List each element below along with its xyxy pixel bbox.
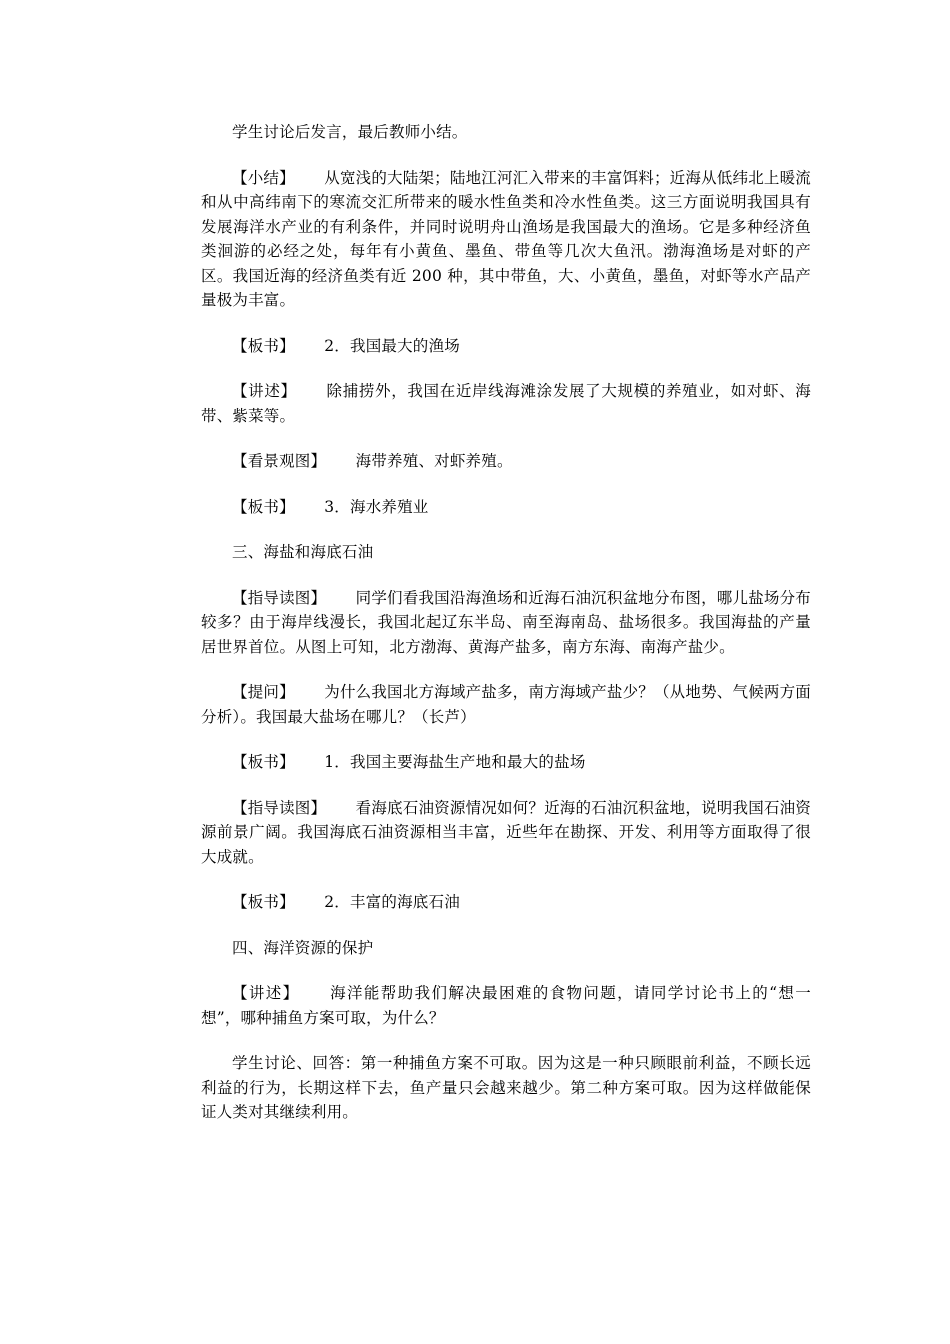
paragraph-summary: 【小结】 从宽浅的大陆架；陆地江河汇入带来的丰富饵料；近海从低纬北上暖流和从中高纬南下的寒流交汇所带来的暖水性鱼类和冷水性鱼类。这三方面说明我国具有发展海洋水产业的有利条件，并同时说明舟山渔场是我国最大的渔场。它是多种经济鱼类洄游的必经之处，每年有小黄鱼、墨鱼、带鱼等几次大鱼汛。渤海渔场是对虾的产区。我国近海的经济鱼类有近 200 种，其中带鱼，大、小黄鱼，墨鱼，对虾等水产品产量极为丰富。 [201,168,811,309]
paragraph-board-3: 【板书】 1．我国主要海盐生产地和最大的盐场 [232,753,586,771]
section-tag: 【讲述】 [232,984,300,1002]
paragraph-narration-2: 【讲述】 海洋能帮助我们解决最困难的食物问题，请同学讨论书上的“想一想”，哪种捕鱼方案可取，为什么？ [201,984,811,1027]
section-tag: 【讲述】 [232,382,297,400]
section-tag: 【板书】 [232,497,295,516]
paragraph-student-answer: 学生讨论、回答：第一种捕鱼方案不可取。因为这是一种只顾眼前利益，不顾长远利益的行为，长期这样下去，鱼产量只会越来越少。第二种方案可取。因为这样做能保证人类对其继续利用。 [201,1054,811,1121]
section-heading-salt-oil: 三、海盐和海底石油 [232,543,374,561]
section-tag: 【板书】 [232,753,295,771]
paragraph-guide-map-2: 【指导读图】 看海底石油资源情况如何？近海的石油沉积盆地，说明我国石油资源前景广阔。我国海底石油资源相当丰富，近些年在勘探、开发、利用等方面取得了很大成就。 [201,798,811,866]
document-page [201,120,811,1146]
section-tag: 【指导读图】 [232,798,327,817]
paragraph-question: 【提问】 为什么我国北方海域产盐多，南方海域产盐少？（从地势、气候两方面分析）。我国最大盐场在哪儿？（长芦） [201,683,811,726]
section-tag: 【小结】 [232,168,295,187]
paragraph-guide-map-1: 【指导读图】 同学们看我国沿海渔场和近海石油沉积盆地分布图，哪儿盐场分布较多？由于海岸线漫长，我国北起辽东半岛、南至海南岛、盐场很多。我国海盐的产量居世界首位。从图上可知，北方渤海、黄海产盐多，南方东海、南海产盐少。 [201,588,811,656]
section-tag: 【看景观图】 [232,452,327,470]
section-tag: 【提问】 [232,683,295,701]
paragraph-board-4: 【板书】 2．丰富的海底石油 [232,893,460,911]
paragraph-narration-1: 【讲述】 除捕捞外，我国在近岸线海滩涂发展了大规模的养殖业，如对虾、海带、紫菜等。 [201,382,811,425]
paragraph-view-picture: 【看景观图】 海带养殖、对虾养殖。 [232,452,513,470]
section-heading-protection: 四、海洋资源的保护 [232,938,374,957]
paragraph-student-discussion: 学生讨论后发言，最后教师小结。 [232,123,468,141]
section-tag: 【板书】 [232,893,295,911]
section-tag: 【指导读图】 [232,588,327,607]
section-tag: 【板书】 [232,336,295,355]
paragraph-board-2: 【板书】 3．海水养殖业 [232,497,429,516]
paragraph-board-1: 【板书】 2．我国最大的渔场 [232,336,460,355]
